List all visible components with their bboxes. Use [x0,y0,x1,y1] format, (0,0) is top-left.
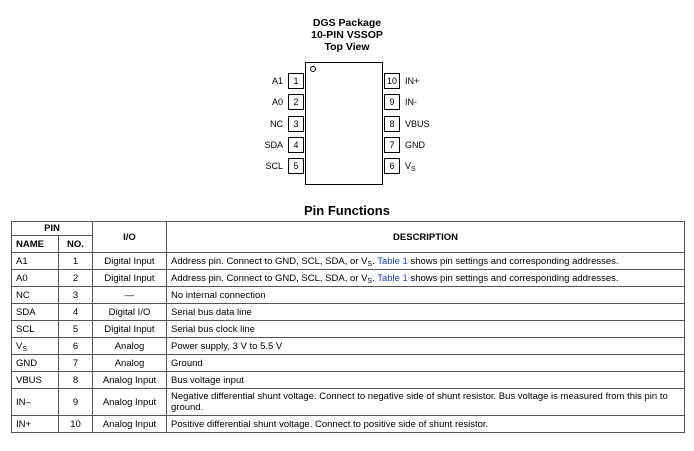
package-type: 10-PIN VSSOP [311,29,383,41]
cell-desc: Ground [167,355,685,372]
cell-io: — [93,287,167,304]
pin-number-5: 5 [288,158,304,174]
cell-desc: Negative differential shunt voltage. Connect to negative side of shunt resistor. Bus voltage is measured from this pin to ground. [167,389,685,416]
pin-number-4: 4 [288,137,304,153]
cell-io: Digital Input [93,253,167,270]
desc-text-mid: . [372,272,378,284]
table-title: Pin Functions [304,203,390,218]
name-sub: S [22,345,28,353]
desc-text: Address pin. Connect to GND, SCL, SDA, or V [171,255,368,267]
cell-desc: Positive differential shunt voltage. Connect to positive side of shunt resistor. [167,416,685,433]
table-row [12,304,685,321]
pin-label-sda: SDA [264,140,283,150]
pin-label-in-plus: IN+ [405,76,420,86]
desc-text-post: shows pin settings and corresponding addresses. [407,255,619,267]
cell-name: A0 [12,270,59,287]
cell-io: Analog Input [93,416,167,433]
table1-link[interactable]: Table 1 [377,272,408,284]
pin-number-9: 9 [384,94,400,110]
cell-no: 6 [59,338,93,355]
cell-name: IN+ [12,416,59,433]
pin-label-vs-main: V [405,161,412,171]
desc-text-mid: . [372,255,378,267]
table-row [12,372,685,389]
pin1-marker-icon [310,66,316,72]
pin-label-a0: A0 [271,97,283,107]
cell-no: 2 [59,270,93,287]
cell-name: IN– [12,389,59,416]
cell-name: SDA [12,304,59,321]
cell-io: Analog [93,338,167,355]
table-header-row [12,222,685,236]
cell-io: Digital I/O [93,304,167,321]
cell-name: SCL [12,321,59,338]
pin-functions-table [11,221,685,433]
package-title: DGS Package [312,17,382,29]
cell-desc: Serial bus clock line [167,321,685,338]
cell-no: 1 [59,253,93,270]
table-row [12,338,685,355]
desc-sub: S [367,277,373,285]
cell-desc: Serial bus data line [167,304,685,321]
cell-io: Analog Input [93,389,167,416]
pin-number-10: 10 [384,73,400,89]
cell-desc: Bus voltage input [167,372,685,389]
cell-desc [167,253,685,270]
pin-number-7: 7 [384,137,400,153]
header-io: I/O [93,222,167,253]
desc-text: Address pin. Connect to GND, SCL, SDA, or V [171,272,368,284]
table-row [12,416,685,433]
table-row [12,389,685,416]
pin-label-nc: NC [270,119,283,129]
cell-desc: No internal connection [167,287,685,304]
desc-sub: S [367,260,373,268]
pin-label-gnd: GND [405,140,425,150]
name-main: V [16,340,23,352]
table-row [12,253,685,270]
pin-label-a1: A1 [271,76,283,86]
table-row [12,287,685,304]
cell-desc: Power supply, 3 V to 5.5 V [167,338,685,355]
pin-label-in-minus: IN- [405,97,417,107]
header-name: NAME [12,236,59,253]
cell-no: 4 [59,304,93,321]
package-view: Top View [324,41,370,53]
cell-no: 5 [59,321,93,338]
header-no: NO. [59,236,93,253]
desc-text-post: shows pin settings and corresponding addresses. [407,272,619,284]
cell-io: Digital Input [93,321,167,338]
header-pin: PIN [12,222,93,236]
cell-name: A1 [12,253,59,270]
cell-no: 9 [59,389,93,416]
pin-number-1: 1 [288,73,304,89]
cell-io: Analog [93,355,167,372]
pin-number-2: 2 [288,94,304,110]
pin-number-3: 3 [288,116,304,132]
pin-label-vs-sub: S [411,166,416,173]
cell-no: 8 [59,372,93,389]
table-row [12,321,685,338]
cell-desc [167,270,685,287]
cell-no: 7 [59,355,93,372]
cell-io: Digital Input [93,270,167,287]
cell-no: 10 [59,416,93,433]
cell-io: Analog Input [93,372,167,389]
cell-name [12,338,59,355]
cell-name: VBUS [12,372,59,389]
pin-number-6: 6 [384,158,400,174]
table1-link[interactable]: Table 1 [377,255,408,267]
header-description: DESCRIPTION [167,222,685,253]
pin-number-8: 8 [384,116,400,132]
pin-label-scl: SCL [265,161,283,171]
table-row [12,355,685,372]
table-row [12,270,685,287]
cell-no: 3 [59,287,93,304]
pin-label-vs [405,158,416,174]
cell-name: NC [12,287,59,304]
chip-body [305,62,383,185]
pin-label-vbus: VBUS [405,119,430,129]
cell-name: GND [12,355,59,372]
